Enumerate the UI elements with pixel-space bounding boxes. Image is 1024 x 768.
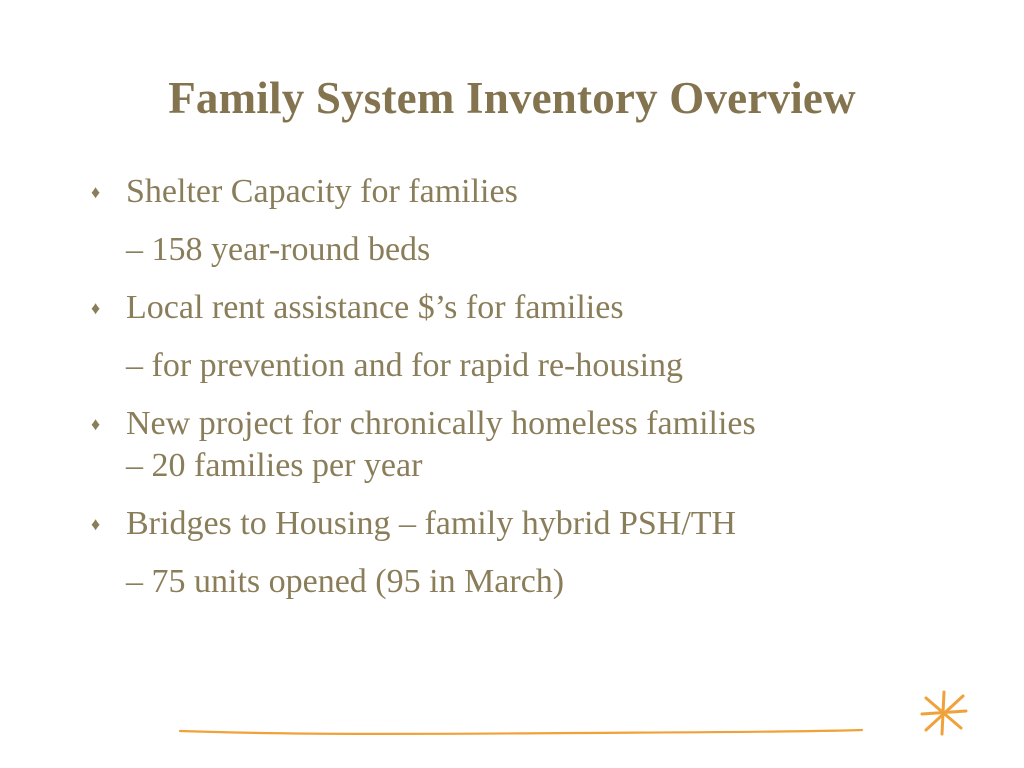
bullet-item xyxy=(88,404,988,444)
bullet-text: Shelter Capacity for families xyxy=(126,173,518,210)
bullet-text: Local rent assistance $’s for families xyxy=(126,289,624,326)
asterisk-icon xyxy=(914,688,974,738)
bullet-item xyxy=(88,504,988,544)
slide-title: Family System Inventory Overview xyxy=(168,73,856,123)
diamond-bullet-icon: ♦ xyxy=(91,514,101,534)
bullet-text: Bridges to Housing – family hybrid PSH/TH xyxy=(126,505,737,542)
diamond-bullet-icon: ♦ xyxy=(91,182,101,202)
bullet-item xyxy=(88,288,988,328)
sub-item: – 75 units opened (95 in March) xyxy=(126,563,565,600)
sub-item: – for prevention and for rapid re-housing xyxy=(126,347,684,384)
sub-item: – 158 year-round beds xyxy=(126,231,431,268)
diamond-bullet-icon: ♦ xyxy=(91,414,101,434)
bullet-text: New project for chronically homeless families xyxy=(126,405,756,442)
diamond-bullet-icon: ♦ xyxy=(91,298,101,318)
bullet-item xyxy=(88,172,988,212)
underline-stroke-icon xyxy=(178,722,868,738)
sub-item: – 20 families per year xyxy=(126,447,423,484)
bullet-list xyxy=(88,172,988,602)
